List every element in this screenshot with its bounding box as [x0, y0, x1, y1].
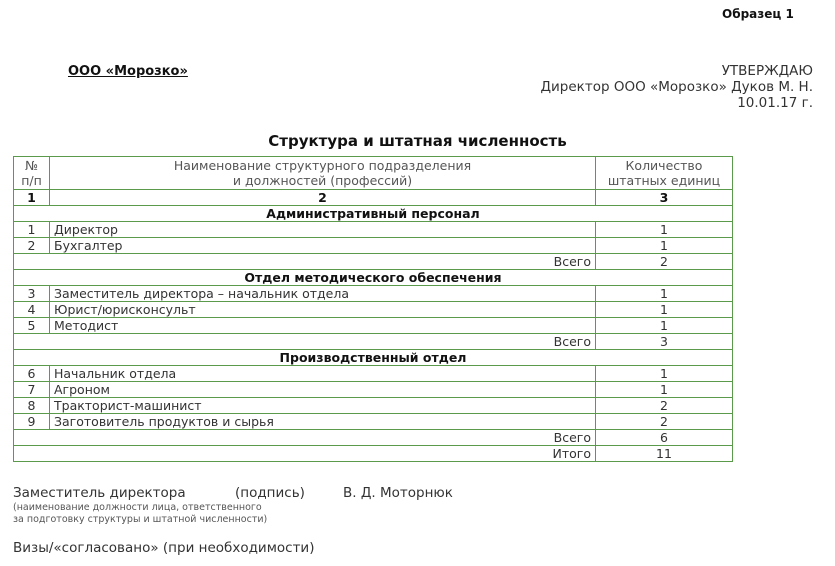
- row-number: 1: [14, 222, 50, 238]
- header-count: Количество штатных единиц: [596, 157, 733, 190]
- total-value: 6: [596, 430, 733, 446]
- row-number: 9: [14, 414, 50, 430]
- grand-total-label: Итого: [14, 446, 596, 462]
- table-row: [14, 222, 733, 238]
- signature-name: В. Д. Моторнюк: [343, 485, 453, 501]
- section-row: [14, 350, 733, 366]
- signature-note-line: за подготовку структуры и штатной численности): [13, 513, 268, 525]
- table-row: [14, 286, 733, 302]
- section-row: [14, 206, 733, 222]
- row-count: 2: [596, 398, 733, 414]
- row-number: 7: [14, 382, 50, 398]
- grand-total-value: 11: [596, 446, 733, 462]
- document-title: Структура и штатная численность: [268, 132, 567, 150]
- row-count: 1: [596, 222, 733, 238]
- row-count: 1: [596, 382, 733, 398]
- section-row: [14, 270, 733, 286]
- grand-total-row: [14, 446, 733, 462]
- row-position: Агроном: [50, 382, 596, 398]
- row-number: 4: [14, 302, 50, 318]
- table-row: [14, 398, 733, 414]
- header-number: № п/п: [14, 157, 50, 190]
- signature-placeholder: (подпись): [235, 485, 305, 501]
- total-label: Всего: [14, 430, 596, 446]
- section-name: Административный персонал: [14, 206, 733, 222]
- row-number: 8: [14, 398, 50, 414]
- row-count: 1: [596, 366, 733, 382]
- sample-label: Образец 1: [722, 7, 794, 21]
- row-count: 1: [596, 318, 733, 334]
- table-row: [14, 366, 733, 382]
- total-label: Всего: [14, 334, 596, 350]
- header-position: Наименование структурного подразделения и должностей (профессий): [50, 157, 596, 190]
- signature-line: [13, 485, 453, 501]
- approval-date: 10.01.17 г.: [737, 95, 813, 111]
- row-position: Юрист/юрисконсульт: [50, 302, 596, 318]
- row-number: 5: [14, 318, 50, 334]
- signature-note-line: (наименование должности лица, ответственного: [13, 502, 262, 513]
- table-row: [14, 382, 733, 398]
- signature-note: [13, 502, 267, 525]
- row-count: 1: [596, 286, 733, 302]
- column-number: 2: [50, 190, 596, 206]
- row-position: Заместитель директора – начальник отдела: [50, 286, 596, 302]
- section-name: Производственный отдел: [14, 350, 733, 366]
- table-row: [14, 318, 733, 334]
- approval-heading: УТВЕРЖДАЮ: [721, 63, 813, 79]
- approval-signer: Директор ООО «Морозко» Дуков М. Н.: [540, 79, 813, 95]
- row-number: 2: [14, 238, 50, 254]
- row-position: Бухгалтер: [50, 238, 596, 254]
- staff-table: [13, 156, 733, 462]
- row-number: 3: [14, 286, 50, 302]
- column-number: 1: [14, 190, 50, 206]
- total-label: Всего: [14, 254, 596, 270]
- row-number: 6: [14, 366, 50, 382]
- total-value: 3: [596, 334, 733, 350]
- row-count: 1: [596, 238, 733, 254]
- row-position: Начальник отдела: [50, 366, 596, 382]
- visa-line: Визы/«согласовано» (при необходимости): [13, 540, 315, 556]
- staff-table-body: [14, 157, 733, 462]
- column-number: 3: [596, 190, 733, 206]
- approval-block: [540, 63, 813, 111]
- column-numbers-row: [14, 190, 733, 206]
- table-row: [14, 302, 733, 318]
- total-row: [14, 430, 733, 446]
- organization-name: ООО «Морозко»: [68, 64, 188, 79]
- section-name: Отдел методического обеспечения: [14, 270, 733, 286]
- row-position: Методист: [50, 318, 596, 334]
- table-header-row: [14, 157, 733, 190]
- total-value: 2: [596, 254, 733, 270]
- table-row: [14, 238, 733, 254]
- row-position: Заготовитель продуктов и сырья: [50, 414, 596, 430]
- row-position: Тракторист-машинист: [50, 398, 596, 414]
- row-count: 1: [596, 302, 733, 318]
- total-row: [14, 254, 733, 270]
- signature-position: Заместитель директора: [13, 485, 186, 501]
- total-row: [14, 334, 733, 350]
- table-row: [14, 414, 733, 430]
- row-position: Директор: [50, 222, 596, 238]
- row-count: 2: [596, 414, 733, 430]
